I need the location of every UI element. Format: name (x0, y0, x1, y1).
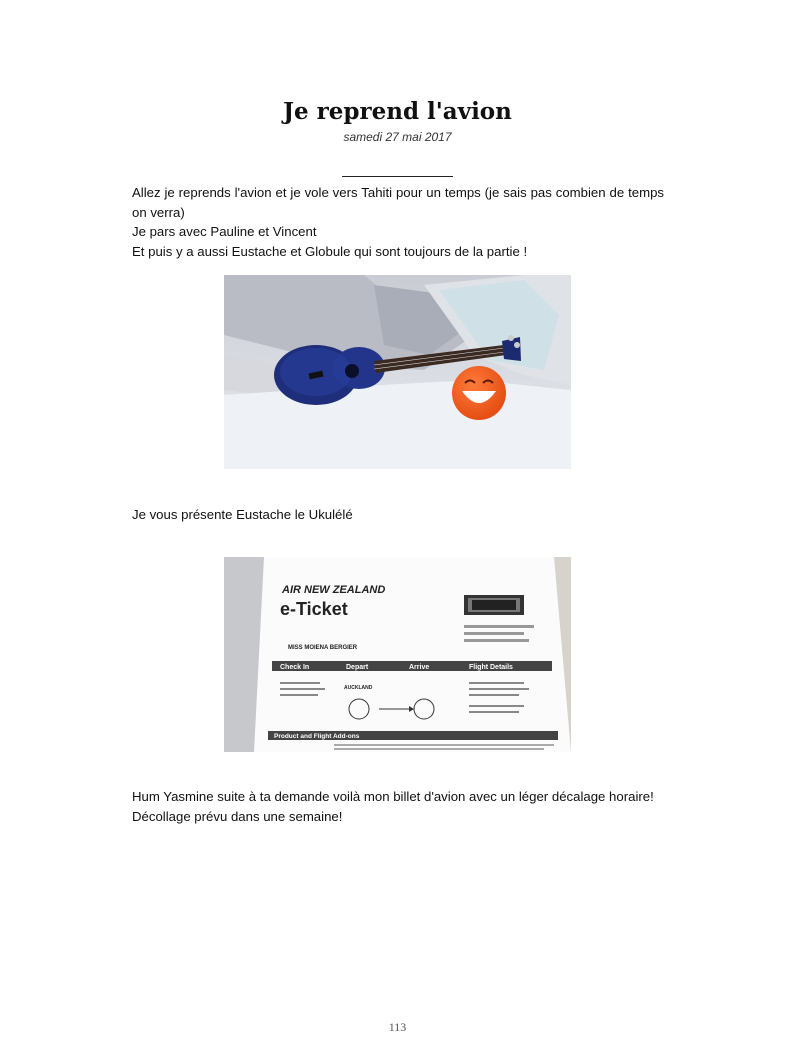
ticket-title: e-Ticket (280, 599, 348, 619)
intro-line-2: Je pars avec Pauline et Vincent (132, 224, 317, 239)
eticket-photo (224, 557, 571, 752)
closing-line-2: Décollage prévu dans une semaine! (132, 808, 343, 824)
page-number: 113 (388, 1020, 407, 1034)
page-title: Je reprend l'avion (283, 98, 512, 125)
closing-paragraph (132, 787, 664, 826)
intro-paragraph (132, 183, 664, 261)
ukulele-caption: Je vous présente Eustache le Ukulélé (132, 507, 353, 522)
ticket-col-checkin: Check In (280, 664, 310, 671)
ticket-col-flight: Flight Details (469, 664, 513, 671)
closing-line-1: Hum Yasmine suite à ta demande voilà mon billet d'avion avec un léger décalage horaire! (132, 789, 654, 804)
ticket-col-arrive: Arrive (409, 664, 430, 671)
caption-paragraph (132, 505, 664, 525)
divider (342, 176, 453, 177)
ticket-airline: AIR NEW ZEALAND (282, 584, 386, 596)
intro-line-1: Allez je reprends l'avion et je vole vers Tahiti pour un temps (je sais pas combien de temps on verra) (132, 185, 664, 220)
ticket-addons: Product and Flight Add-ons (274, 733, 360, 740)
ticket-passenger: MISS MOIENA BERGIER (288, 645, 358, 651)
ukulele-photo (224, 275, 571, 469)
intro-line-3: Et puis y a aussi Eustache et Globule qui sont toujours de la partie ! (132, 243, 528, 259)
barcode-icon (464, 595, 524, 615)
ticket-depart-city: AUCKLAND (344, 685, 373, 691)
post-date: samedi 27 mai 2017 (343, 130, 452, 144)
ticket-col-depart: Depart (346, 664, 369, 671)
